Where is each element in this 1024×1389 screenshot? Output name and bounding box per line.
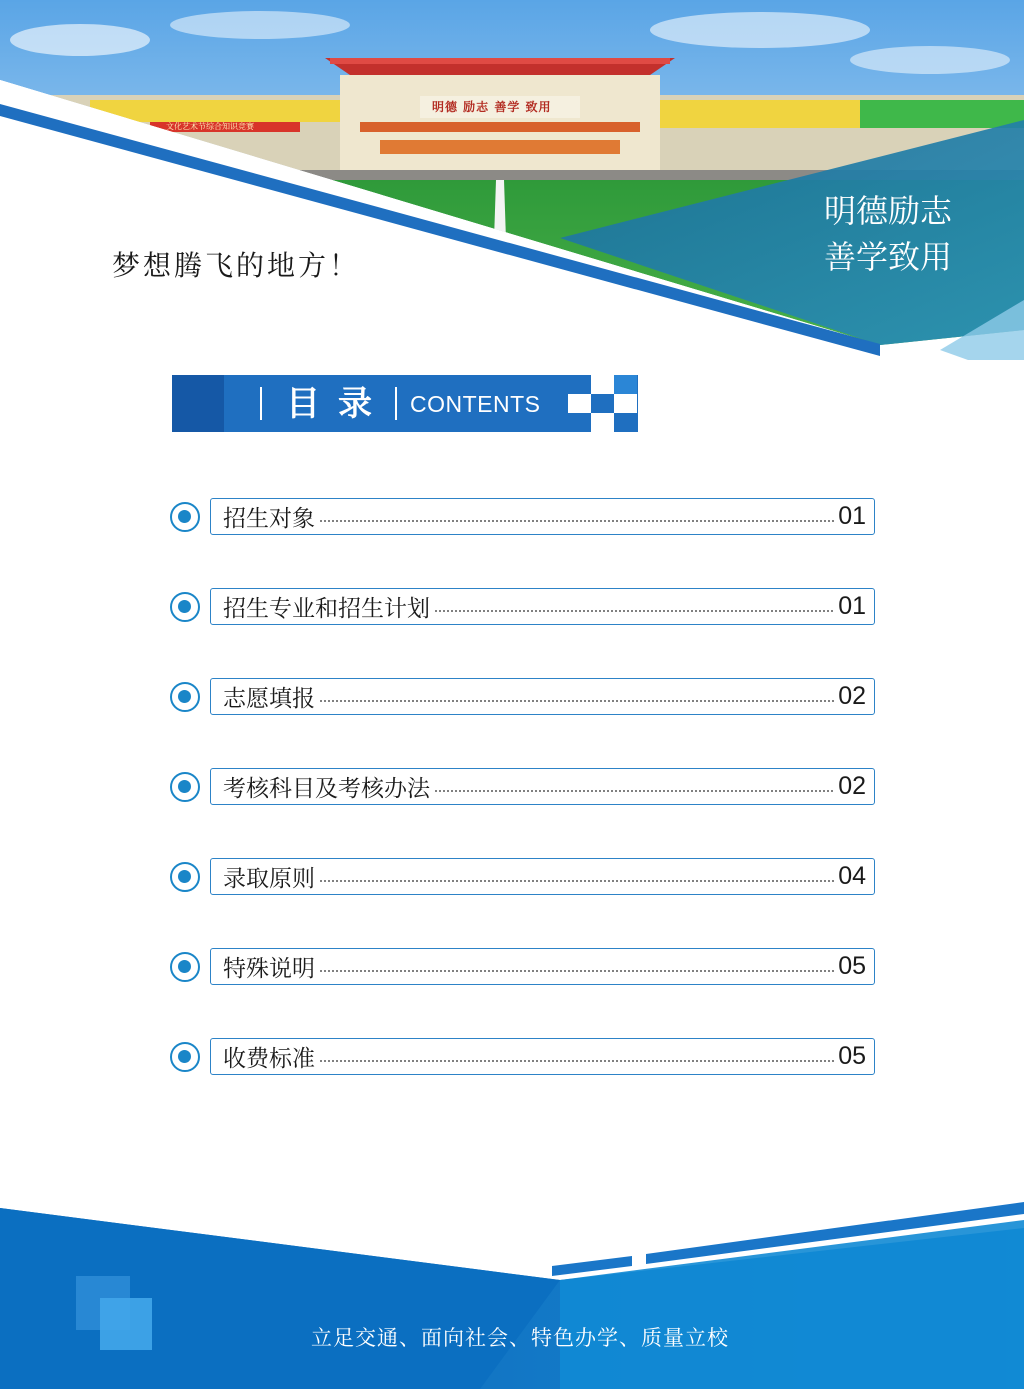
dot-leader xyxy=(319,520,834,522)
contents-title-cn: 目录 xyxy=(286,384,390,424)
motto xyxy=(824,188,952,280)
toc-row[interactable] xyxy=(166,1038,886,1076)
toc-label: 志愿填报 xyxy=(223,686,315,712)
toc-page-number: 02 xyxy=(838,682,866,710)
motto-line-2: 善学致用 xyxy=(823,238,952,276)
toc-page-number: 05 xyxy=(838,952,866,980)
stadium-photo xyxy=(0,0,1024,360)
contents-title-en: CONTENTS xyxy=(410,391,541,417)
toc-entry[interactable] xyxy=(210,1038,875,1075)
toc-page-number: 01 xyxy=(838,592,866,620)
toc-page-number: 01 xyxy=(838,502,866,530)
toc-page-number: 04 xyxy=(838,862,866,890)
contents-banner xyxy=(172,375,638,432)
toc-row[interactable] xyxy=(166,678,886,716)
bullet-icon xyxy=(170,682,200,712)
toc-label: 录取原则 xyxy=(223,866,315,892)
toc-entry[interactable] xyxy=(210,858,875,895)
bullet-icon xyxy=(170,862,200,892)
toc-page-number: 05 xyxy=(838,1042,866,1070)
toc-label: 招生专业和招生计划 xyxy=(223,596,430,622)
bullet-icon xyxy=(170,772,200,802)
banner-divider-right xyxy=(395,387,397,420)
toc-row[interactable] xyxy=(166,588,886,626)
toc-label: 招生对象 xyxy=(223,506,315,532)
footer-band xyxy=(0,1190,1024,1389)
footer-graphic xyxy=(0,1190,1024,1389)
footer-tagline: 立足交通、面向社会、特色办学、质量立校 xyxy=(311,1326,729,1350)
dot-leader xyxy=(319,880,834,882)
dot-leader xyxy=(434,790,834,792)
toc-label: 特殊说明 xyxy=(223,956,315,982)
dot-leader xyxy=(319,700,834,702)
toc-label: 考核科目及考核办法 xyxy=(223,776,430,802)
banner-divider-left xyxy=(260,387,262,420)
dot-leader xyxy=(434,610,834,612)
slogan: 梦想腾飞的地方！ xyxy=(112,249,361,282)
toc-entry[interactable] xyxy=(210,768,875,805)
toc-row[interactable] xyxy=(166,768,886,806)
toc-row[interactable] xyxy=(166,858,886,896)
toc-entry[interactable] xyxy=(210,588,875,625)
toc-row[interactable] xyxy=(166,498,886,536)
toc-row[interactable] xyxy=(166,948,886,986)
toc-entry[interactable] xyxy=(210,678,875,715)
checkerboard-decoration xyxy=(568,375,638,432)
photo-signboard-text: 明德 励志 善学 致用 xyxy=(432,100,552,114)
toc-label: 收费标准 xyxy=(223,1046,315,1072)
dot-leader xyxy=(319,970,834,972)
dot-leader xyxy=(319,1060,834,1062)
photo-banner-text: 文化艺术节综合知识竞赛 xyxy=(166,122,254,131)
bullet-icon xyxy=(170,1042,200,1072)
toc-page-number: 02 xyxy=(838,772,866,800)
motto-line-1: 明德励志 xyxy=(823,192,952,230)
banner-dark-block xyxy=(172,375,224,432)
toc-entry[interactable] xyxy=(210,948,875,985)
bullet-icon xyxy=(170,952,200,982)
toc-entry[interactable] xyxy=(210,498,875,535)
bullet-icon xyxy=(170,502,200,532)
bullet-icon xyxy=(170,592,200,622)
header-photo-area xyxy=(0,0,1024,360)
